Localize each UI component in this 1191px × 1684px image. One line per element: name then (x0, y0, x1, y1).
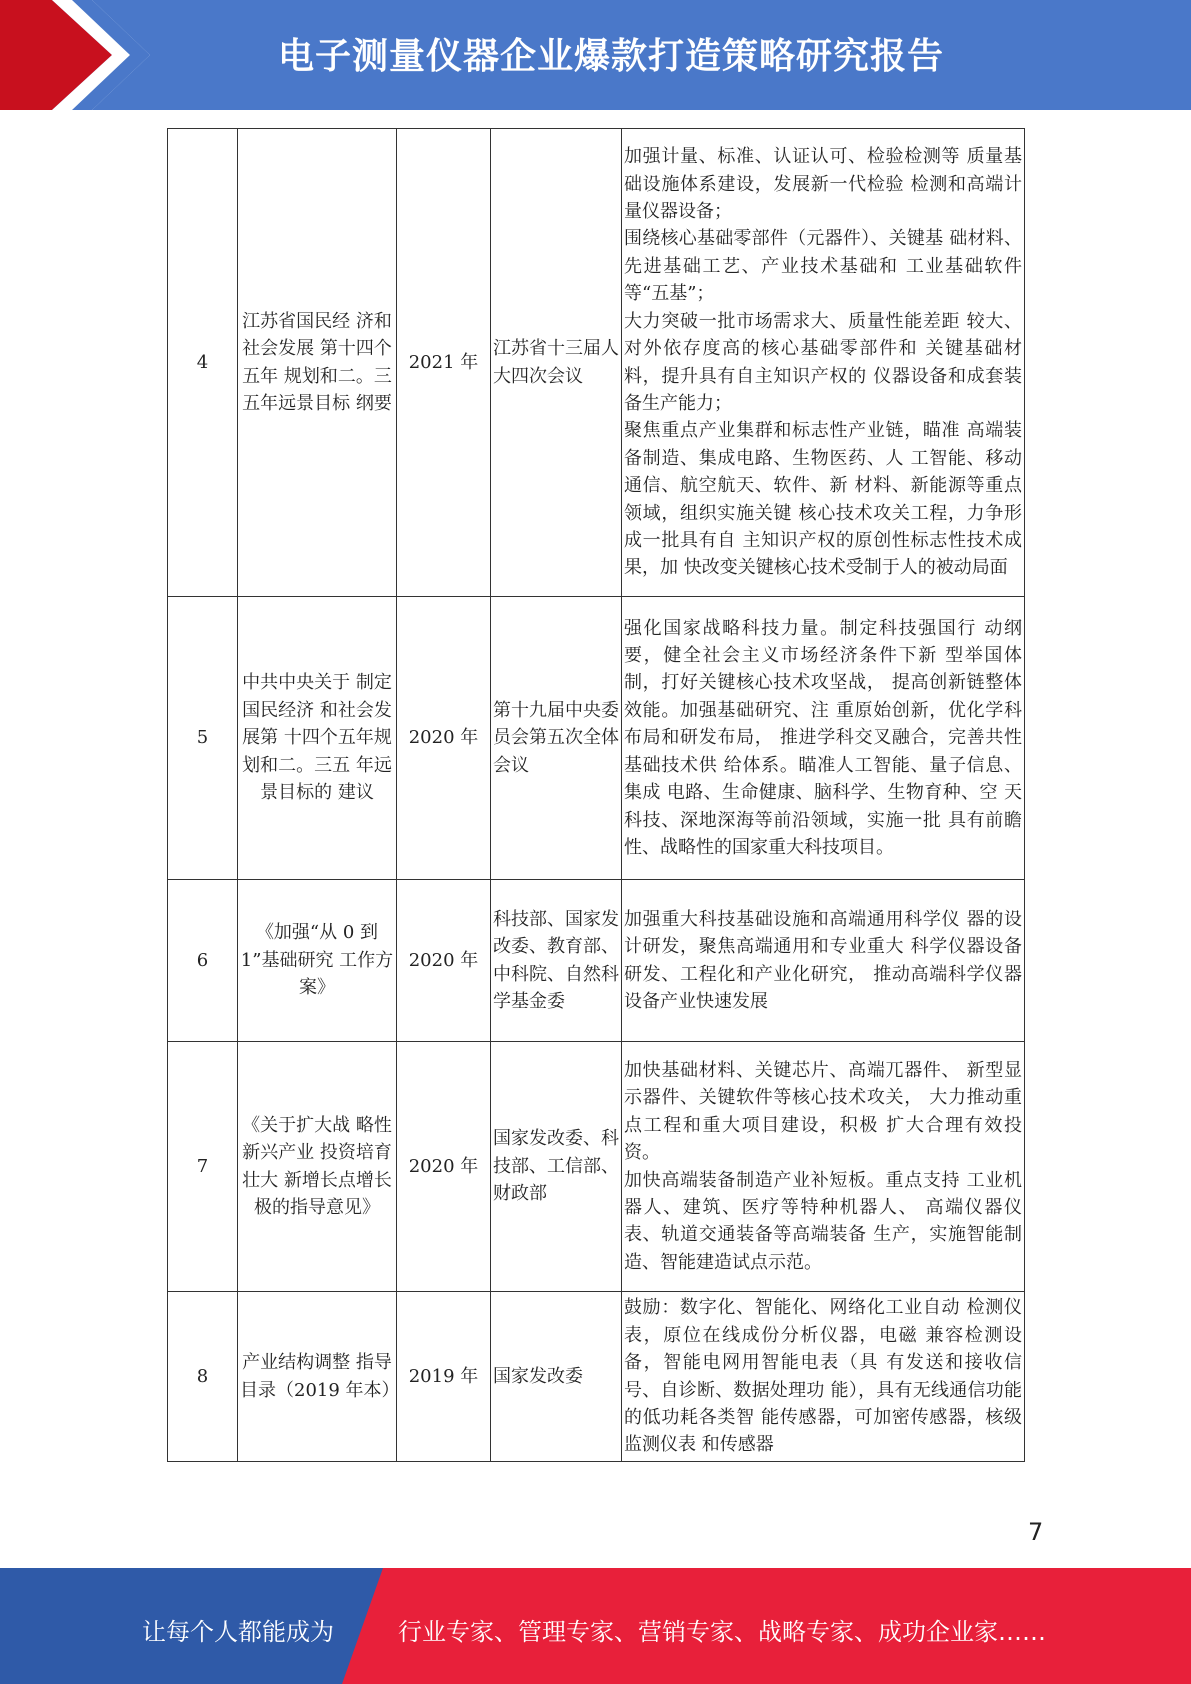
footer-slogan-left: 让每个人都能成为 (142, 1618, 334, 1646)
row-number: 6 (168, 880, 238, 1042)
policy-table (167, 128, 1025, 1462)
content-paragraph: 强化国家战略科技力量。制定科技强国行 动纲要，健全社会主义市场经济条件下新 型举国体制，打好关键核心技术攻坚战， 提高创新链整体效能。加强基础研究、注 重原始创新，优化学科布局和研发布局， 推进学科交叉融合，完善共性基础技术供 给体系。瞄准人工智能、量子信息、集成 电路、生命健康、脑科学、生物育种、空 天科技、深地深海等前沿领域，实施一批 具有前瞻性、战略性的国家重大科技项目。 (624, 617, 1022, 858)
footer-banner (0, 1568, 1191, 1684)
table-row (168, 1292, 1025, 1462)
policy-name: 江苏省国民经 济和社会发展 第十四个五年 规划和二。三 五年远景目标 纲要 (238, 129, 397, 597)
content-paragraph: 加快基础材料、关键芯片、高端兀器件、 新型显示器件、关键软件等核心技术攻关， 大力推动重点工程和重大项目建设，积极 扩大合理有效投资。 (624, 1059, 1022, 1164)
policy-year: 2020 年 (397, 1042, 491, 1292)
table-row (168, 880, 1025, 1042)
policy-content (622, 597, 1025, 880)
policy-year: 2021 年 (397, 129, 491, 597)
document-title: 电子测量仪器企业爆款打造策略研究报告 (278, 36, 945, 77)
policy-name: 产业结构调整 指导目录（2019 年本） (238, 1292, 397, 1462)
page-number: 7 (1028, 1518, 1044, 1546)
policy-name: 《加强“从 0 到 1”基础研究 工作方案》 (238, 880, 397, 1042)
table-row (168, 1042, 1025, 1292)
policy-content (622, 880, 1025, 1042)
policy-content (622, 129, 1025, 597)
content-paragraph: 加强重大科技基础设施和高端通用科学仪 器的设计研发，聚焦高端通用和专业重大 科学仪器设备研发、工程化和产业化研究， 推动高端科学仪器设备产业快速发展 (624, 908, 1022, 1012)
footer-slogan-right: 行业专家、管理专家、营销专家、战略专家、成功企业家…… (398, 1618, 1046, 1646)
policy-year: 2019 年 (397, 1292, 491, 1462)
issuing-body: 第十九届中央委员会第五次全体会议 (491, 597, 622, 880)
content-paragraph: 加快高端装备制造产业补短板。重点支持 工业机器人、建筑、医疗等特种机器人、 高端仪器仪表、轨道交通装备等高端装备 生产，实施智能制造、智能建造试点示范。 (624, 1169, 1022, 1273)
issuing-body: 江苏省十三届人大四次会议 (491, 129, 622, 597)
row-number: 7 (168, 1042, 238, 1292)
policy-content (622, 1292, 1025, 1462)
table-row (168, 597, 1025, 880)
content-paragraph: 鼓励：数字化、智能化、网络化工业自动 检测仪表，原位在线成份分析仪器，电磁 兼容检测设备，智能电网用智能电表（具 有发送和接收信号、自诊断、数据处理功 能），具有无线通信功能的低功耗各类智 能传感器，可加密传感器，核级监测仪表 和传感器 (624, 1297, 1022, 1456)
policy-content (622, 1042, 1025, 1292)
content-paragraph: 大力突破一批市场需求大、质量性能差距 较大、对外依存度高的核心基础零部件和 关键基础材料，提升具有自主知识产权的 仪器设备和成套装备生产能力； (624, 310, 1022, 414)
issuing-body: 国家发改委 (491, 1292, 622, 1462)
policy-name: 《关于扩大战 略性新兴产业 投资培育壮大 新增长点增长 极的指导意见》 (238, 1042, 397, 1292)
issuing-body: 国家发改委、科技部、工信部、财政部 (491, 1042, 622, 1292)
row-number: 8 (168, 1292, 238, 1462)
row-number: 5 (168, 597, 238, 880)
header-banner (0, 0, 1191, 110)
policy-year: 2020 年 (397, 880, 491, 1042)
table-row (168, 129, 1025, 597)
policy-year: 2020 年 (397, 597, 491, 880)
content-paragraph: 加强计量、标准、认证认可、检验检测等 质量基础设施体系建设，发展新一代检验 检测和高端计量仪器设备； (624, 146, 1022, 223)
content-paragraph: 围绕核心基础零部件（元器件）、关键基 础材料、先进基础工艺、产业技术基础和 工业基础软件等“五基”； (624, 228, 1022, 305)
issuing-body: 科技部、国家发改委、教育部、中科院、自然科学基金委 (491, 880, 622, 1042)
content-paragraph: 聚焦重点产业集群和标志性产业链，瞄准 高端装备制造、集成电路、生物医药、人 工智能、移动通信、航空航天、软件、新 材料、新能源等重点领域，组织实施关键 核心技术攻关工程，力争形成一批具有自 主知识产权的原创性标志性技术成果，加 快改变关键核心技术受制于人的被动局面 (624, 420, 1022, 579)
policy-name: 中共中央关于 制定国民经济 和社会发展第 十四个五年规 划和二。三五 年远景目标的 建议 (238, 597, 397, 880)
row-number: 4 (168, 129, 238, 597)
